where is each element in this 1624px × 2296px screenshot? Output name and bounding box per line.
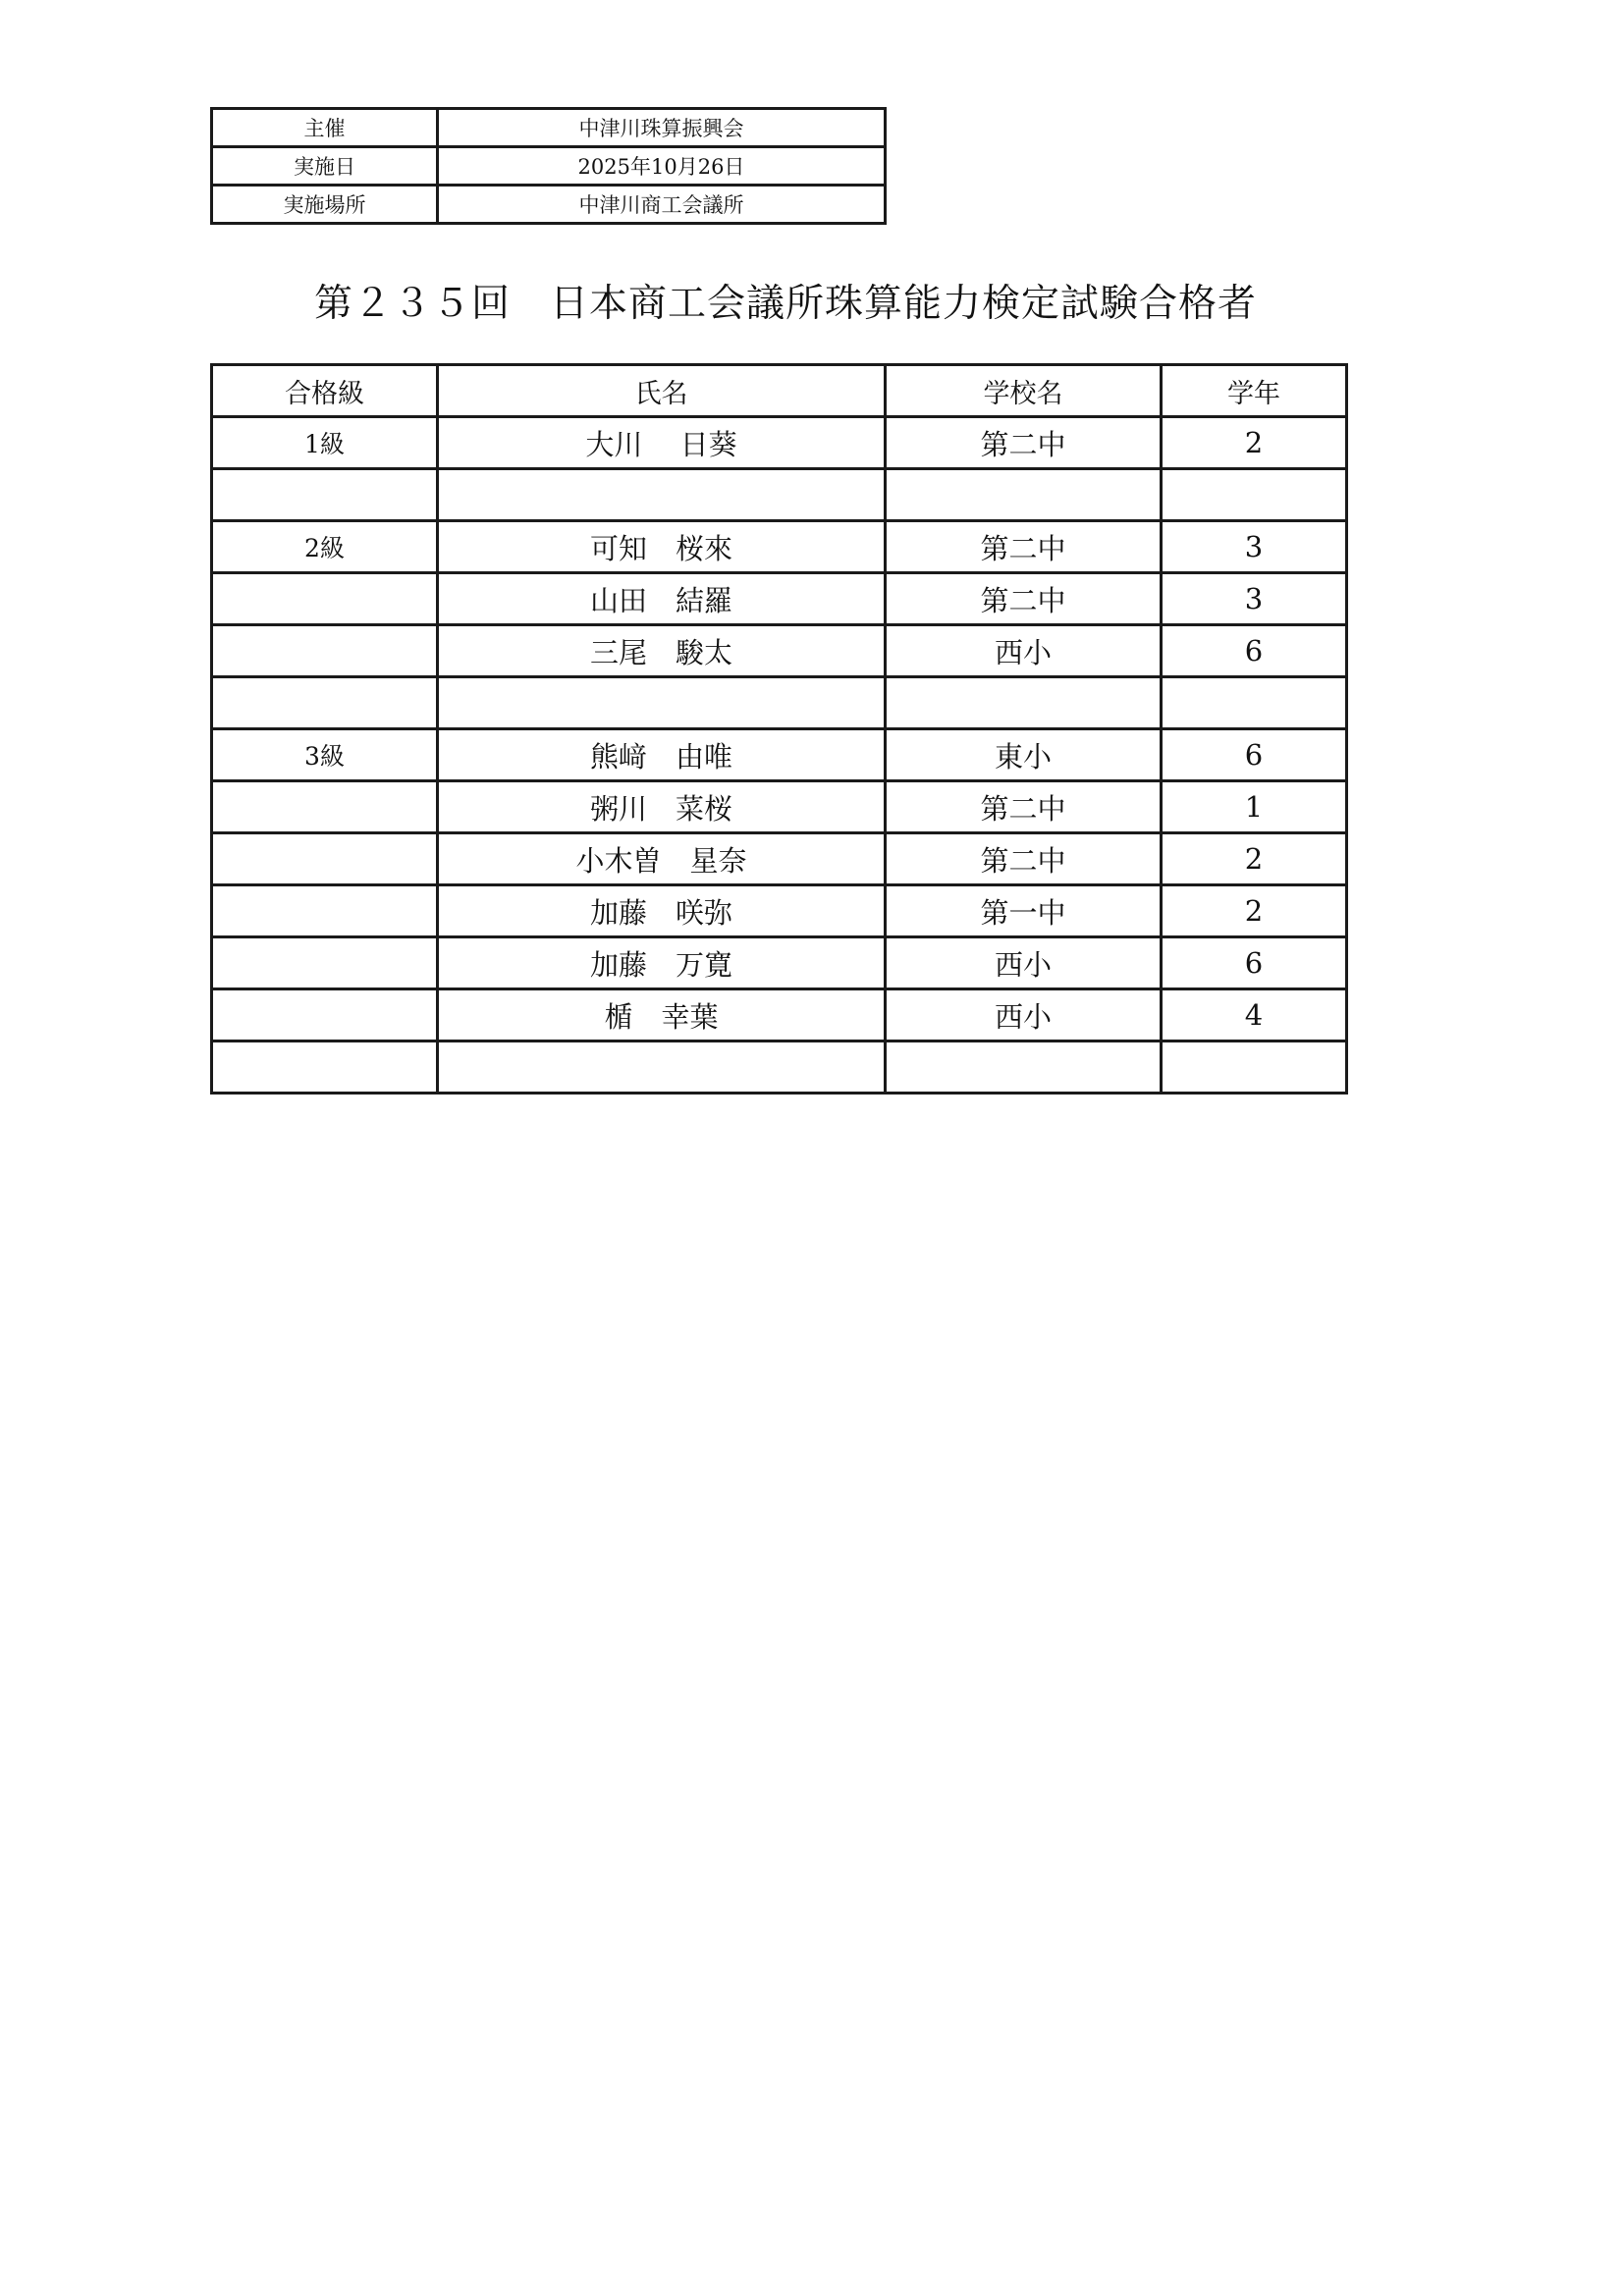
header-year: 学年: [1162, 365, 1347, 417]
school-cell: 第二中: [886, 521, 1162, 573]
info-value-venue: 中津川商工会議所: [438, 186, 886, 224]
info-row-date: [212, 147, 886, 186]
year-cell: 3: [1162, 521, 1347, 573]
school-cell: 第二中: [886, 833, 1162, 885]
year-cell: [1162, 1041, 1347, 1094]
year-cell: 2: [1162, 833, 1347, 885]
name-cell: 小木曽 星奈: [438, 833, 886, 885]
info-value-date: 2025年10月26日: [438, 147, 886, 186]
grade-cell: [212, 677, 438, 729]
grade-cell: 2級: [212, 521, 438, 573]
school-cell: 第二中: [886, 573, 1162, 625]
school-cell: 東小: [886, 729, 1162, 781]
table-row: [212, 937, 1347, 989]
table-row: [212, 521, 1347, 573]
name-cell: 楯 幸葉: [438, 989, 886, 1041]
grade-cell: [212, 781, 438, 833]
year-cell: [1162, 677, 1347, 729]
grade-cell: [212, 885, 438, 937]
year-cell: 3: [1162, 573, 1347, 625]
table-row: [212, 573, 1347, 625]
name-cell: 三尾 駿太: [438, 625, 886, 677]
table-row: [212, 469, 1347, 521]
info-label-organizer: 主催: [212, 109, 438, 147]
table-row: [212, 989, 1347, 1041]
table-row: [212, 833, 1347, 885]
info-label-date: 実施日: [212, 147, 438, 186]
table-row: [212, 677, 1347, 729]
school-cell: 西小: [886, 989, 1162, 1041]
school-cell: 第一中: [886, 885, 1162, 937]
year-cell: 2: [1162, 417, 1347, 469]
grade-cell: [212, 469, 438, 521]
grade-cell: [212, 833, 438, 885]
table-row: [212, 885, 1347, 937]
results-header-row: [212, 365, 1347, 417]
info-value-organizer: 中津川珠算振興会: [438, 109, 886, 147]
header-name: 氏名: [438, 365, 886, 417]
table-row: [212, 781, 1347, 833]
year-cell: 6: [1162, 937, 1347, 989]
grade-cell: 3級: [212, 729, 438, 781]
results-table: [210, 363, 1348, 1095]
info-row-venue: [212, 186, 886, 224]
name-cell: [438, 677, 886, 729]
name-cell: [438, 1041, 886, 1094]
year-cell: 1: [1162, 781, 1347, 833]
page-title: 第２３５回 日本商工会議所珠算能力検定試験合格者: [314, 282, 1258, 326]
school-cell: 西小: [886, 937, 1162, 989]
name-cell: 熊﨑 由唯: [438, 729, 886, 781]
grade-cell: [212, 625, 438, 677]
name-cell: 粥川 菜桜: [438, 781, 886, 833]
grade-cell: [212, 1041, 438, 1094]
school-cell: [886, 1041, 1162, 1094]
name-cell: 大川 日葵: [438, 417, 886, 469]
table-row: [212, 1041, 1347, 1094]
table-row: [212, 729, 1347, 781]
school-cell: 西小: [886, 625, 1162, 677]
grade-cell: [212, 573, 438, 625]
year-cell: 6: [1162, 729, 1347, 781]
grade-cell: 1級: [212, 417, 438, 469]
info-label-venue: 実施場所: [212, 186, 438, 224]
info-table: [210, 107, 887, 225]
table-row: [212, 417, 1347, 469]
year-cell: [1162, 469, 1347, 521]
school-cell: [886, 469, 1162, 521]
table-row: [212, 625, 1347, 677]
school-cell: 第二中: [886, 417, 1162, 469]
info-row-organizer: [212, 109, 886, 147]
name-cell: 山田 結羅: [438, 573, 886, 625]
name-cell: 加藤 咲弥: [438, 885, 886, 937]
name-cell: 加藤 万寛: [438, 937, 886, 989]
header-grade: 合格級: [212, 365, 438, 417]
year-cell: 2: [1162, 885, 1347, 937]
name-cell: 可知 桜來: [438, 521, 886, 573]
grade-cell: [212, 937, 438, 989]
name-cell: [438, 469, 886, 521]
year-cell: 4: [1162, 989, 1347, 1041]
year-cell: 6: [1162, 625, 1347, 677]
grade-cell: [212, 989, 438, 1041]
header-school: 学校名: [886, 365, 1162, 417]
school-cell: 第二中: [886, 781, 1162, 833]
school-cell: [886, 677, 1162, 729]
